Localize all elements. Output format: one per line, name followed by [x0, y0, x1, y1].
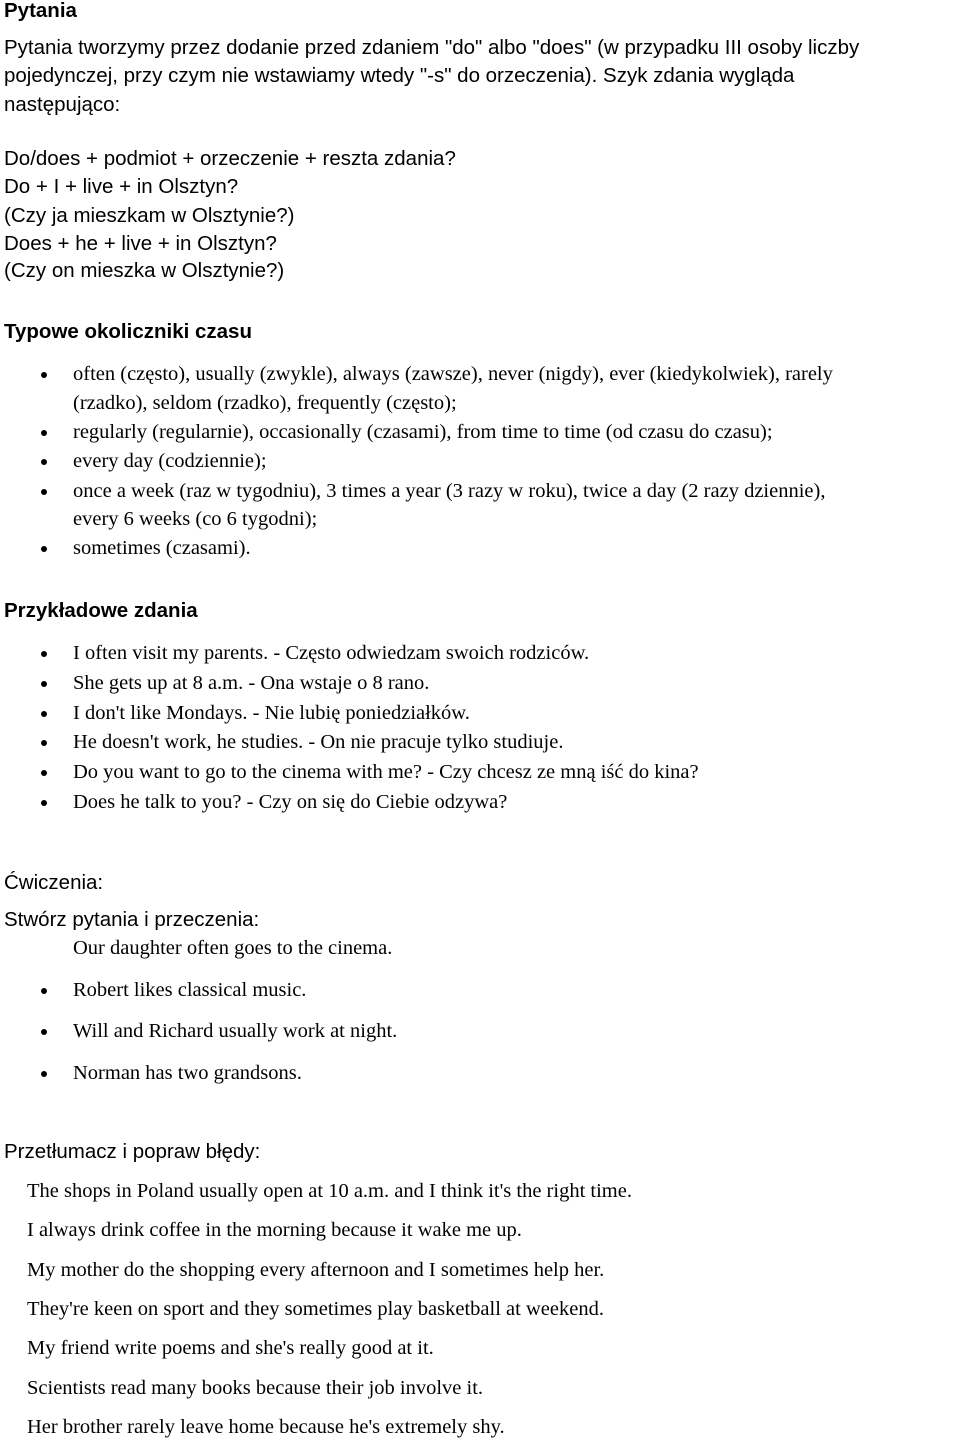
list-item: Does he talk to you? - Czy on się do Ciebie odzywa? [73, 791, 508, 813]
bullet-icon [41, 651, 47, 657]
bullet-icon [41, 489, 47, 495]
formula-line: (Czy ja mieszkam w Olsztynie?) [4, 204, 295, 227]
exercise-sentence: Scientists read many books because their job involve it. [27, 1377, 484, 1399]
section-heading: Przykładowe zdania [4, 599, 198, 622]
bullet-icon [41, 430, 47, 436]
exercise-sentence: I always drink coffee in the morning because it wake me up. [27, 1219, 522, 1241]
bullet-icon [41, 770, 47, 776]
bullet-icon [41, 372, 47, 378]
exercise-instruction: Stwórz pytania i przeczenia: [4, 908, 260, 931]
list-item-continuation: (rzadko), seldom (rzadko), frequently (często); [73, 392, 457, 414]
exercises-heading: Ćwiczenia: [4, 871, 104, 894]
list-item: He doesn't work, he studies. - On nie pracuje tylko studiuje. [73, 731, 564, 753]
exercise-sentence: The shops in Poland usually open at 10 a.m. and I think it's the right time. [27, 1180, 632, 1202]
list-item: She gets up at 8 a.m. - Ona wstaje o 8 rano. [73, 672, 430, 694]
exercise-sentence: Our daughter often goes to the cinema. [73, 937, 393, 959]
intro-line: pojedynczej, przy czym nie wstawiamy wtedy "-s" do orzeczenia). Szyk zdania wygląda [4, 64, 795, 87]
bullet-icon [41, 1029, 47, 1035]
bullet-icon [41, 459, 47, 465]
page-title: Pytania [4, 0, 77, 22]
section-heading: Typowe okoliczniki czasu [4, 320, 252, 343]
bullet-icon [41, 800, 47, 806]
formula-line: Do/does + podmiot + orzeczenie + reszta zdania? [4, 147, 456, 170]
exercise-instruction: Przetłumacz i popraw błędy: [4, 1140, 261, 1163]
list-item-continuation: every 6 weeks (co 6 tygodni); [73, 508, 318, 530]
intro-line: Pytania tworzymy przez dodanie przed zdaniem "do" albo "does" (w przypadku III osoby liczby [4, 36, 860, 59]
intro-line: następująco: [4, 93, 121, 116]
list-item: sometimes (czasami). [73, 537, 251, 559]
exercise-sentence: Norman has two grandsons. [73, 1062, 302, 1084]
bullet-icon [41, 546, 47, 552]
exercise-sentence: Her brother rarely leave home because he's extremely shy. [27, 1416, 505, 1438]
bullet-icon [41, 988, 47, 994]
formula-line: (Czy on mieszka w Olsztynie?) [4, 259, 285, 282]
list-item: every day (codziennie); [73, 450, 267, 472]
list-item: Do you want to go to the cinema with me? - Czy chcesz ze mną iść do kina? [73, 761, 699, 783]
formula-line: Does + he + live + in Olsztyn? [4, 232, 277, 255]
exercise-sentence: Robert likes classical music. [73, 979, 307, 1001]
list-item: regularly (regularnie), occasionally (czasami), from time to time (od czasu do czasu); [73, 421, 773, 443]
list-item: I don't like Mondays. - Nie lubię poniedziałków. [73, 702, 470, 724]
bullet-icon [41, 681, 47, 687]
exercise-sentence: Will and Richard usually work at night. [73, 1020, 398, 1042]
list-item: once a week (raz w tygodniu), 3 times a year (3 razy w roku), twice a day (2 razy dziennie), [73, 480, 826, 502]
bullet-icon [41, 1071, 47, 1077]
list-item: I often visit my parents. - Często odwiedzam swoich rodziców. [73, 642, 590, 664]
bullet-icon [41, 711, 47, 717]
exercise-sentence: My friend write poems and she's really good at it. [27, 1337, 434, 1359]
exercise-sentence: They're keen on sport and they sometimes play basketball at weekend. [27, 1298, 604, 1320]
formula-line: Do + I + live + in Olsztyn? [4, 175, 239, 198]
list-item: often (często), usually (zwykle), always (zawsze), never (nigdy), ever (kiedykolwiek), rarely [73, 363, 833, 385]
exercise-sentence: My mother do the shopping every afternoon and I sometimes help her. [27, 1259, 605, 1281]
bullet-icon [41, 740, 47, 746]
